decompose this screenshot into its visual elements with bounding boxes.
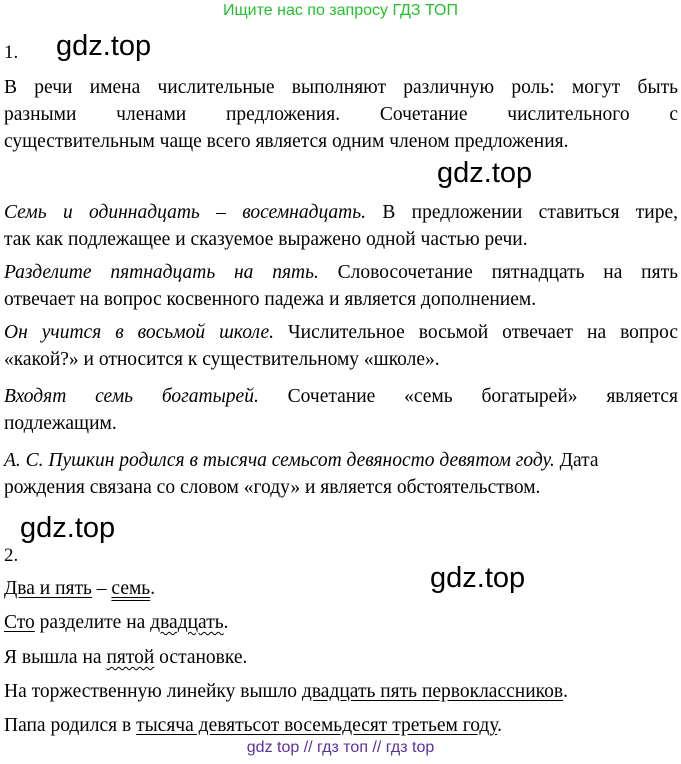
subject: Сто — [4, 612, 35, 633]
example-line — [4, 384, 678, 410]
example-line — [4, 320, 678, 346]
sentence-text: Папа родился в — [4, 715, 137, 736]
example-sentence: Он учится в восьмой школе. — [4, 322, 274, 343]
example-explanation: Сочетание «семь богатырей» является — [258, 386, 678, 407]
example-explanation: Числительное восьмой отвечает на вопрос — [273, 322, 678, 343]
period: . — [223, 612, 229, 633]
predicate: семь — [111, 578, 151, 599]
top-banner: Ищите нас по запросу ГДЗ ТОП — [223, 2, 458, 19]
subject: Два и пять — [4, 578, 92, 599]
watermark: gdz.top — [437, 157, 533, 189]
sentence-text: На торжественную линейку вышло — [4, 681, 302, 702]
example-line — [4, 200, 678, 226]
example-explanation-line: так как подлежащее и сказуемое выражено одной частью речи. — [4, 229, 528, 250]
example-explanation: Дата — [554, 450, 599, 471]
subject: двадцать пять первоклассников — [301, 681, 564, 702]
dash: – — [91, 578, 112, 599]
adverbial: тысяча девятьсот восемьдесят третьем году — [136, 715, 498, 736]
example-explanation: В предложении ставиться тире, — [366, 202, 678, 223]
example-explanation-line: отвечает на вопрос косвенного падежа и является дополнением. — [4, 289, 537, 310]
example-sentence: Разделите пятнадцать на пять. — [4, 262, 319, 283]
complement: двадцать — [150, 612, 224, 633]
task-1-intro-line: существительным чаще всего является одним членом предложения. — [4, 131, 569, 152]
example-explanation-line: «какой?» и относится к существительному «школе». — [4, 349, 440, 370]
example-sentence: Семь и одиннадцать – восемнадцать. — [4, 202, 367, 223]
task-1-intro-line: разными членами предложения. Сочетание числительного с — [4, 104, 678, 125]
watermark: gdz.top — [430, 562, 526, 594]
sentence-1 — [4, 576, 678, 602]
example-explanation: Словосочетание пятнадцать на пять — [318, 262, 679, 283]
sentence-4 — [4, 679, 678, 705]
example-line — [4, 260, 678, 286]
example-explanation-line: рождения связана со словом «году» и является обстоятельством. — [4, 477, 541, 498]
task-1-intro-line: В речи имена числительные выполняют различную роль: могут быть — [4, 77, 678, 98]
example-line — [4, 448, 678, 474]
task-1-number: 1. — [4, 42, 19, 63]
watermark: gdz.top — [20, 512, 116, 544]
period: . — [563, 681, 568, 702]
sentence-text: Я вышла на — [4, 647, 107, 668]
sentence-text: разделите на — [34, 612, 151, 633]
period: . — [497, 715, 503, 736]
sentence-text: остановке. — [154, 647, 248, 668]
example-sentence: Входят семь богатырей. — [4, 386, 259, 407]
attribute: пятой — [106, 647, 155, 668]
sentence-3 — [4, 645, 678, 671]
example-sentence: А. С. Пушкин родился в тысяча семьсот девяносто девятом году. — [4, 450, 555, 471]
footer-watermark: gdz top // гдз топ // гдз top — [246, 739, 435, 756]
sentence-2 — [4, 610, 678, 636]
sentence-5 — [4, 713, 678, 739]
period: . — [150, 578, 156, 599]
example-explanation-line: подлежащим. — [4, 413, 117, 434]
task-2-number: 2. — [4, 545, 19, 566]
watermark: gdz.top — [56, 30, 152, 62]
